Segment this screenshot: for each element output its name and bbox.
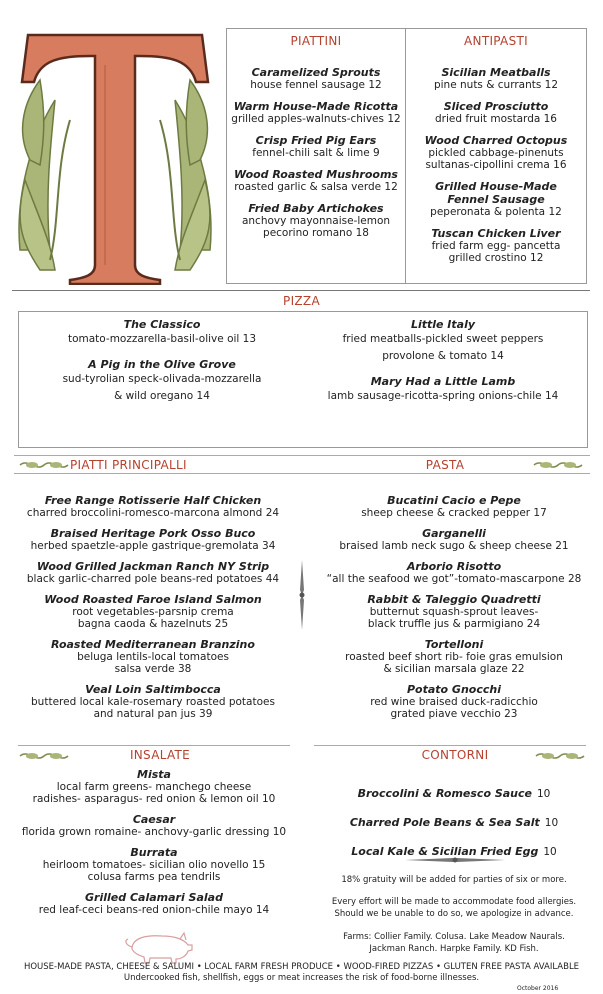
menu-item-desc: pine nuts & currants 12 [433,79,559,91]
menu-item-name: Wood Roasted Mushrooms [234,168,398,181]
menu-item-desc: roasted beef short rib- foie gras emulsion & sicilian marsala glaze 22 [345,651,563,675]
menu-item-name: Arborio Risotto [406,560,502,573]
menu-item [8,593,298,630]
farms-note: Farms: Collier Family. Colusa. Lake Meadow Naurals. Jackman Ranch. Harpke Family. KD Fish. [343,932,565,954]
menu-item-name: Little Italy [410,318,476,331]
menu-item-desc: florida grown romaine- anchovy-garlic dressing 10 [21,826,287,838]
menu-item [228,100,404,125]
menu-item-name: Braised Heritage Pork Osso Buco [50,527,256,540]
insalate-section [14,768,294,924]
menu-item-desc: lamb sausage-ricotta-spring onions-chile 14 [327,390,559,402]
menu-item-desc: sheep cheese & cracked pepper 17 [361,507,547,519]
insalate-title: INSALATE [129,748,191,762]
menu-item-desc: pickled cabbage-pinenuts sultanas-cipollini crema 16 [425,147,567,171]
menu-item [228,66,404,91]
menu-item-name: A Pig in the Olive Grove [88,358,236,371]
menu-item [302,318,584,365]
menu-item-desc: black garlic-charred pole beans-red potatoes 44 [26,573,280,585]
menu-item-name: Caramelized Sprouts [251,66,381,79]
menu-item-desc: red leaf-ceci beans-red onion-chile mayo 14 [38,904,270,916]
menu-item-name: Tuscan Chicken Liver [431,227,561,240]
principali-title: PIATTI PRINCIPALLI [70,458,187,472]
menu-item-name: Wood Grilled Jackman Ranch NY Strip [36,560,270,573]
menu-item [14,846,294,883]
antipasti-title: ANTIPASTI [464,34,528,48]
gratuity-note: 18% gratuity will be added for parties of six or more. [341,875,567,885]
menu-item-name: Bucatini Cacio e Pepe [387,494,521,507]
menu-item [8,638,298,675]
menu-item [302,375,584,405]
menu-item [228,202,404,239]
menu-item-name: Grilled House-Made Fennel Sausage [435,180,557,206]
menu-item-name: Free Range Rotisserie Half Chicken [44,494,262,507]
contorni-item [314,782,594,801]
menu-item-desc: heirloom tomatoes- sicilian olio novello 15 colusa farms pea tendrils [42,859,266,883]
menu-item-name: Warm House-Made Ricotta [233,100,399,113]
menu-item [8,560,298,585]
menu-item-name: Caesar [132,813,176,826]
contorni-item-price: 10 [544,817,559,829]
menu-item-name: The Classico [123,318,201,331]
menu-item [407,227,585,264]
principali-section [8,494,298,728]
pasta-section [308,494,600,728]
menu-item [14,813,294,838]
menu-item-desc: peperonata & polenta 12 [430,206,562,218]
contorni-title: CONTORNI [421,748,489,762]
menu-item-desc: beluga lentils-local tomatoes salsa verde 38 [77,651,229,675]
contorni-item-price: 10 [537,788,551,800]
menu-item-name: Mista [137,768,171,781]
allergy-note: Every effort will be made to accommodate food allergies. Should we be unable to do so, we apologize in advance. [331,897,577,919]
contorni-item-name: Charred Pole Beans & Sea Salt [349,816,540,829]
menu-item-desc: red wine braised duck-radicchio grated piave vecchio 23 [370,696,538,720]
menu-item-name: Tortelloni [424,638,484,651]
menu-item-desc: anchovy mayonnaise-lemon pecorino romano 18 [241,215,391,239]
menu-item [308,494,600,519]
menu-item-name: Grilled Calamari Salad [85,891,223,904]
contorni-item-name: Local Kale & Sicilian Fried Egg [351,845,539,858]
menu-item-name: Sicilian Meatballs [441,66,551,79]
pig-icon [118,927,198,967]
antipasti-section [407,34,585,273]
menu-item-desc: local farm greens- manchego cheese radishes- asparagus- red onion & lemon oil 10 [32,781,276,805]
flourish-left-icon [18,457,70,471]
menu-item-desc: sud-tyrolian speck-olivada-mozzarella & wild oregano 14 [62,373,262,402]
menu-item-desc: herbed spaetzle-apple gastrique-gremolata 34 [30,540,276,552]
menu-item-desc: house fennel sausage 12 [250,79,382,91]
menu-item-desc: root vegetables-parsnip crema bagna caoda & hazelnuts 25 [72,606,234,630]
menu-item [8,494,298,519]
logo-letter-t [10,20,220,285]
menu-item [14,891,294,916]
insalate-rule [18,745,290,746]
menu-item [22,358,302,405]
menu-item-desc: roasted garlic & salsa verde 12 [234,181,398,193]
logo-t-icon [10,20,220,285]
menu-item-name: Crisp Fried Pig Ears [255,134,377,147]
menu-item-desc: dried fruit mostarda 16 [434,113,557,125]
menu-item [308,683,600,720]
menu-item-desc: butternut squash-sprout leaves- black truffle jus & parmigiano 24 [367,606,541,630]
menu-item [8,527,298,552]
menu-item-name: Mary Had a Little Lamb [370,375,516,388]
menu-item-name: Fried Baby Artichokes [248,202,384,215]
menu-item-desc: tomato-mozzarella-basil-olive oil 13 [67,333,257,345]
menu-item-desc: fennel-chili salt & lime 9 [252,147,380,159]
menu-item [407,100,585,125]
mains-bottom-rule [14,473,590,474]
menu-item [308,593,600,630]
menu-item-desc: fried meatballs-pickled sweet peppers provolone & tomato 14 [342,333,544,362]
menu-item [308,638,600,675]
contorni-item [314,811,594,830]
footer-date: October 2016 [517,985,559,992]
menu-item-name: Garganelli [422,527,486,540]
menu-item-name: Wood Charred Octopus [424,134,568,147]
menu-item [308,560,600,585]
menu-item [407,66,585,91]
menu-item-desc: fried farm egg- pancetta grilled crostino 12 [431,240,561,264]
piattini-section [228,34,404,248]
menu-item-name: Roasted Mediterranean Branzino [51,638,255,651]
menu-item-desc: charred broccolini-romesco-marcona almond 24 [26,507,280,519]
menu-item-name: Sliced Prosciutto [443,100,549,113]
contorni-item-price: 10 [543,846,557,858]
menu-item [308,527,600,552]
pizza-rule [12,290,590,291]
pizza-right-column [302,318,584,415]
top-divider [405,28,406,284]
pizza-left-column [22,318,302,415]
pasta-title: PASTA [425,458,465,472]
menu-item-name: Veal Loin Saltimbocca [85,683,221,696]
menu-item [228,168,404,193]
contorni-rule [314,745,586,746]
menu-item-name: Burrata [130,846,178,859]
pizza-title: PIZZA [283,294,320,308]
flourish-right-icon [532,457,584,471]
footer-disclaimer: Undercooked fish, shellfish, eggs or meat increases the risk of food-borne illnesses. [123,973,480,983]
menu-item [22,318,302,348]
menu-item [407,180,585,218]
menu-item-desc: buttered local kale-rosemary roasted potatoes and natural pan jus 39 [31,696,275,720]
menu-item-desc: braised lamb neck sugo & sheep cheese 21 [339,540,569,552]
piattini-title: PIATTINI [290,34,342,48]
flourish-insalate-icon [18,748,70,762]
menu-item [407,134,585,171]
mains-top-rule [14,455,590,456]
menu-item [8,683,298,720]
footer-tagline: HOUSE-MADE PASTA, CHEESE & SALUMI • LOCAL FARM FRESH PRODUCE • WOOD-FIRED PIZZAS • GLUTEN FREE PASTA AVAILABLE [23,962,580,972]
flourish-contorni-icon [534,748,586,762]
center-ornament-icon [297,560,307,630]
menu-item-desc: “all the seafood we got”-tomato-mascarpone 28 [326,573,582,585]
menu-item [14,768,294,805]
menu-item-name: Rabbit & Taleggio Quadretti [367,593,541,606]
menu-item-desc: grilled apples-walnuts-chives 12 [231,113,401,125]
menu-item [228,134,404,159]
contorni-item-name: Broccolini & Romesco Sauce [357,787,532,800]
menu-item-name: Wood Roasted Faroe Island Salmon [44,593,262,606]
menu-item-name: Potato Gnocchi [406,683,501,696]
contorni-ornament-icon [405,850,505,860]
